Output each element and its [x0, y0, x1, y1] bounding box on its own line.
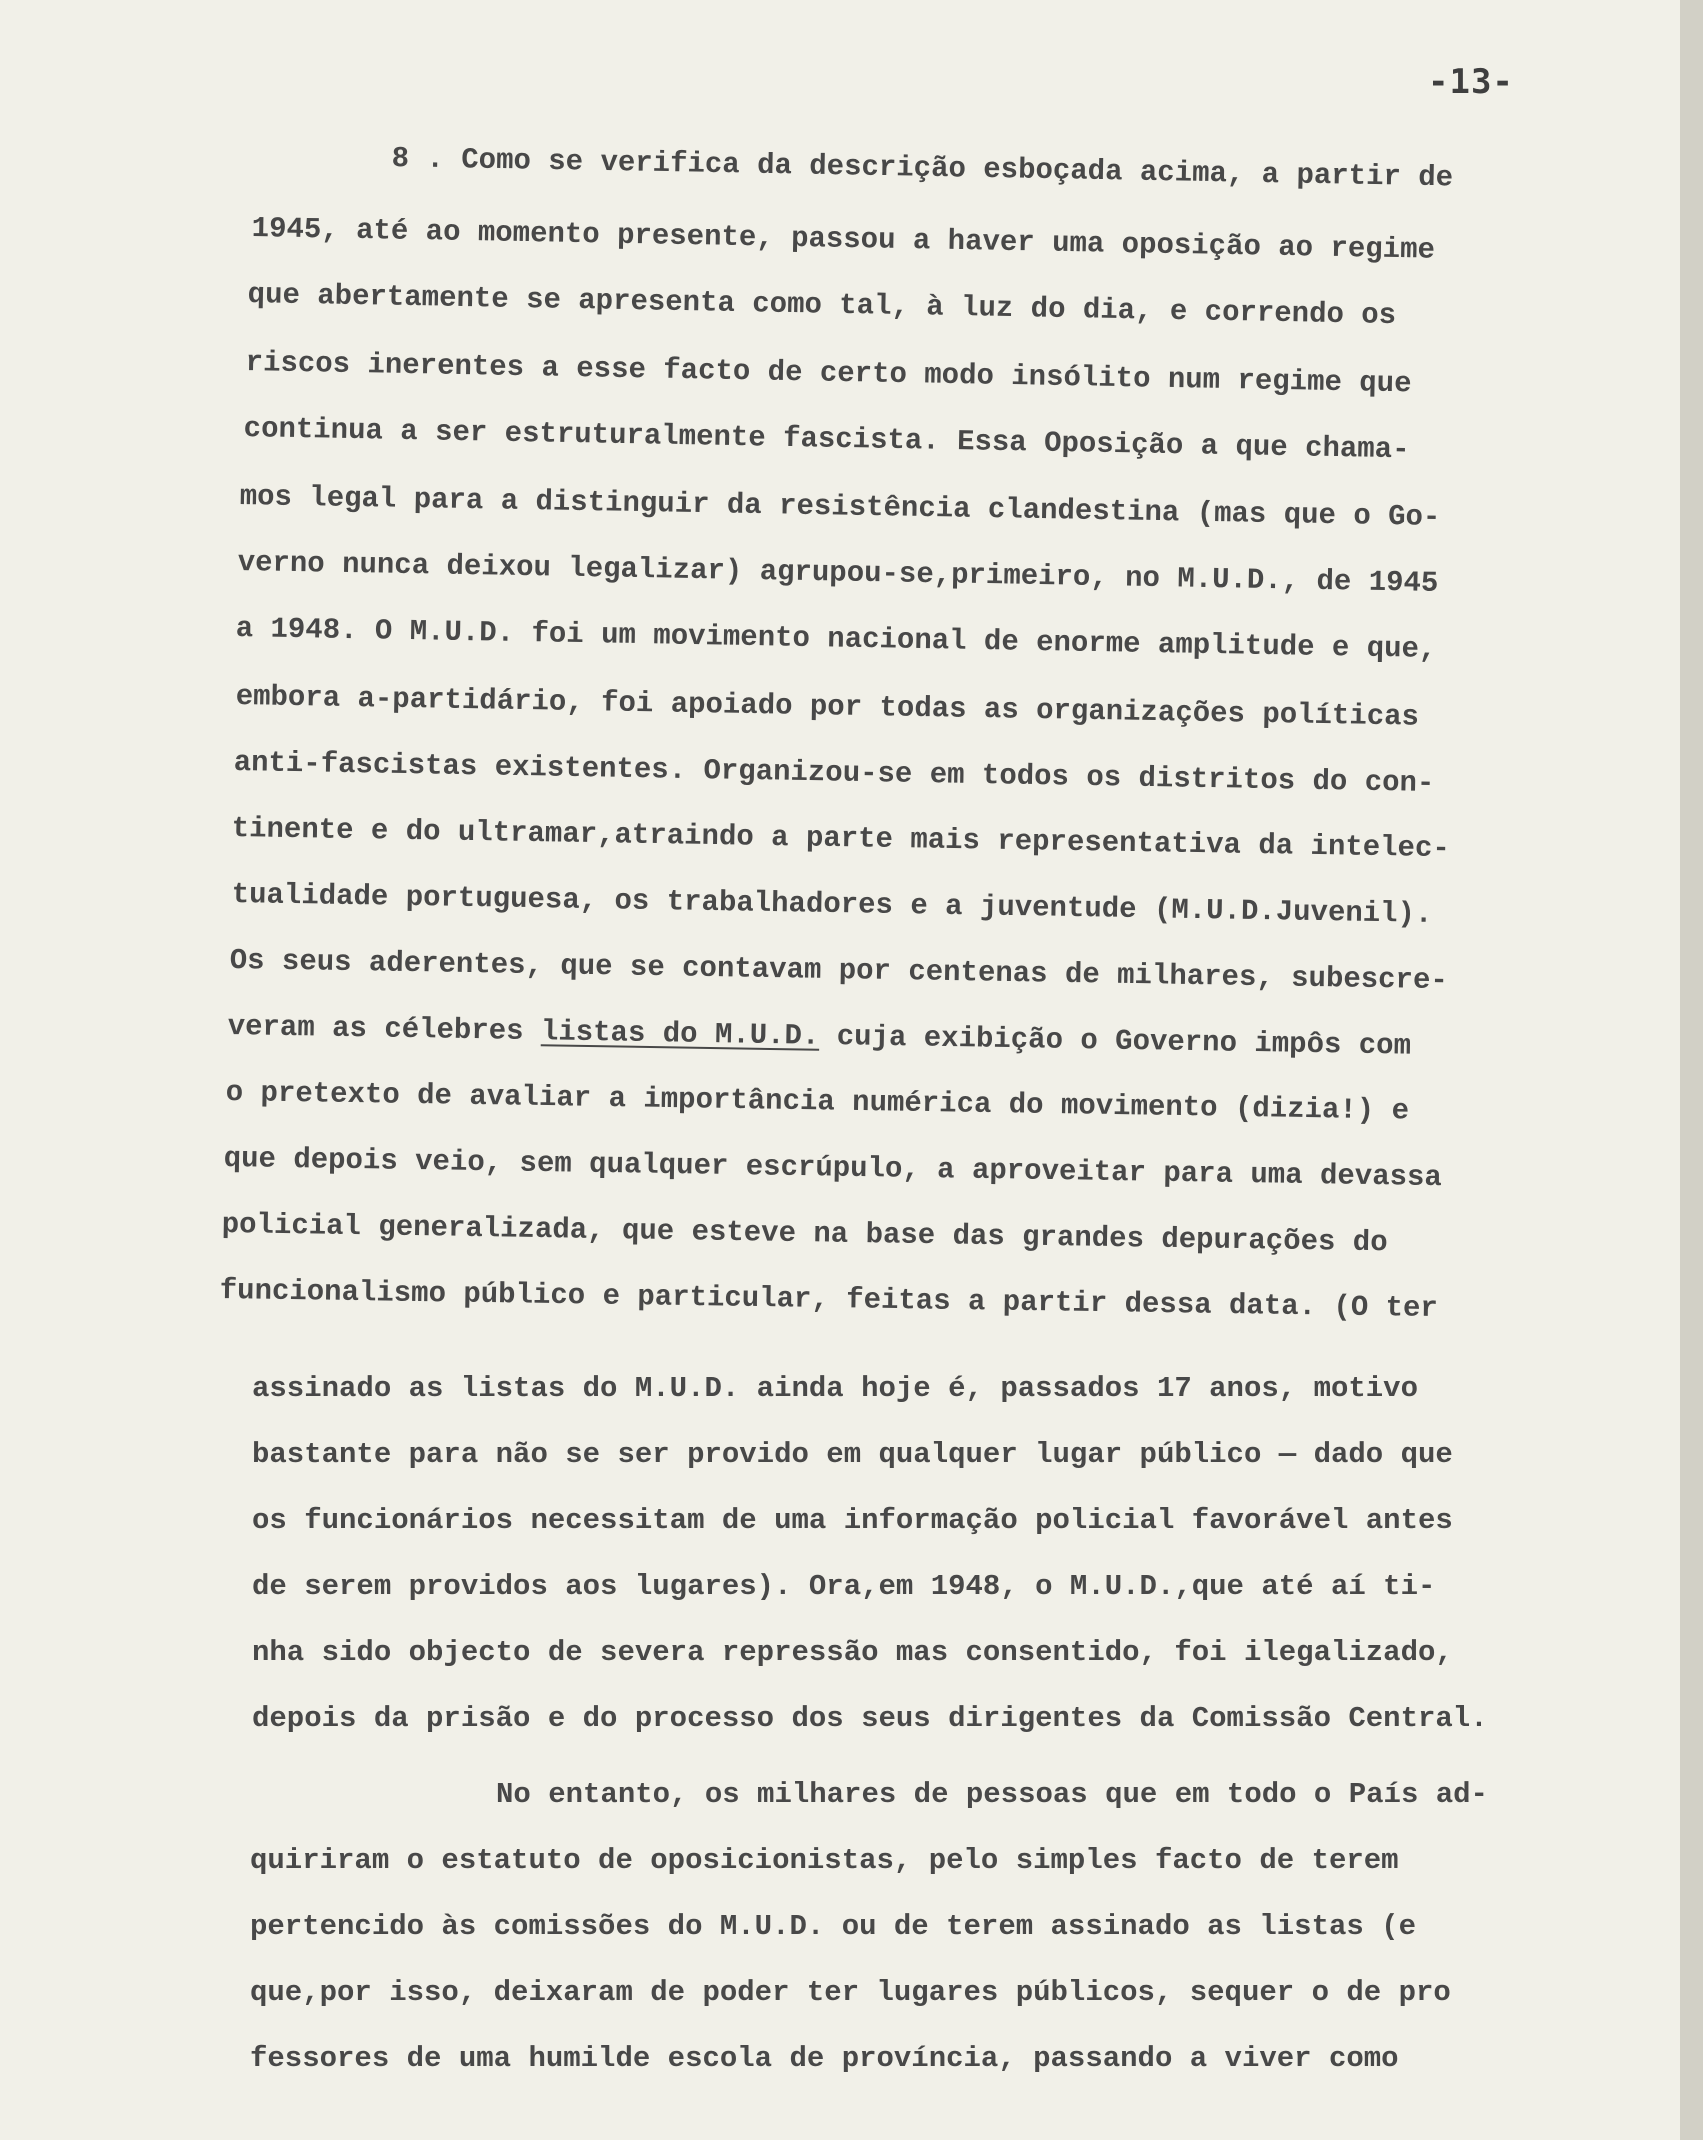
text-line: que abertamente se apresenta como tal, à luz do dia, e correndo os: [247, 278, 1397, 333]
text-line: os funcionários necessitam de uma informação policial favorável antes: [252, 1504, 1453, 1537]
text-line: o pretexto de avaliar a importância numérica do movimento (dizia!) e: [225, 1076, 1410, 1128]
text-line: tualidade portuguesa, os trabalhadores e a juventude (M.U.D.Juvenil).: [231, 878, 1433, 931]
text-line: fessores de uma humilde escola de província, passando a viver como: [250, 2042, 1399, 2075]
text-line: 1945, até ao momento presente, passou a haver uma oposição ao regime: [251, 212, 1436, 267]
text-line: Os seus aderentes, que se contavam por centenas de milhares, subescre-: [229, 944, 1449, 998]
text-line: No entanto, os milhares de pessoas que em todo o País ad-: [496, 1778, 1488, 1811]
text-line: riscos inerentes a esse facto de certo modo insólito num regime que: [245, 346, 1412, 401]
text-line: policial generalizada, que esteve na base das grandes depurações do: [221, 1208, 1388, 1260]
text-line: depois da prisão e do processo dos seus dirigentes da Comissão Central.: [252, 1702, 1488, 1735]
text-line: mos legal para a distinguir da resistência clandestina (mas que o Go-: [239, 480, 1441, 534]
text-line: de serem providos aos lugares). Ora,em 1948, o M.U.D.,que até aí ti-: [252, 1570, 1436, 1603]
text-line: quiriram o estatuto de oposicionistas, pelo simples facto de terem: [250, 1844, 1399, 1877]
text-line: assinado as listas do M.U.D. ainda hoje é, passados 17 anos, motivo: [252, 1372, 1418, 1405]
text-line: 8 . Como se verifica da descrição esboçada acima, a partir de: [391, 142, 1454, 195]
page-number: -13-: [1428, 62, 1514, 102]
text-line: bastante para não se ser provido em qualquer lugar público — dado que: [252, 1438, 1453, 1471]
text-line: nha sido objecto de severa repressão mas consentido, foi ilegalizado,: [252, 1636, 1453, 1669]
underlined-phrase: listas do M.U.D.: [540, 1015, 820, 1053]
text-line: pertencido às comissões do M.U.D. ou de terem assinado as listas (e: [250, 1910, 1416, 1943]
text-line: funcionalismo público e particular, feitas a partir dessa data. (O ter: [219, 1274, 1439, 1326]
text-line: embora a-partidário, foi apoiado por todas as organizações políticas: [235, 680, 1420, 734]
text-line: tinente e do ultramar,atraindo a parte mais representativa da intelec-: [231, 812, 1451, 866]
text-line: que,por isso, deixaram de poder ter lugares públicos, sequer o de pro: [250, 1976, 1451, 2009]
text-segment: cuja exibição o Governo impôs com: [819, 1019, 1412, 1063]
text-line: que depois veio, sem qualquer escrúpulo, a aproveitar para uma devassa: [223, 1142, 1443, 1195]
text-line: verno nunca deixou legalizar) agrupou-se,primeiro, no M.U.D., de 1945: [237, 546, 1439, 600]
text-line: anti-fascistas existentes. Organizou-se em todos os distritos do con-: [233, 746, 1435, 800]
page-edge: [1680, 0, 1703, 2140]
text-segment: veram as célebres: [227, 1010, 542, 1049]
text-line: continua a ser estruturalmente fascista. Essa Oposição a que chama-: [243, 412, 1410, 467]
text-line: a 1948. O M.U.D. foi um movimento nacional de enorme amplitude e que,: [235, 612, 1437, 666]
text-line: [227, 1010, 1411, 1063]
